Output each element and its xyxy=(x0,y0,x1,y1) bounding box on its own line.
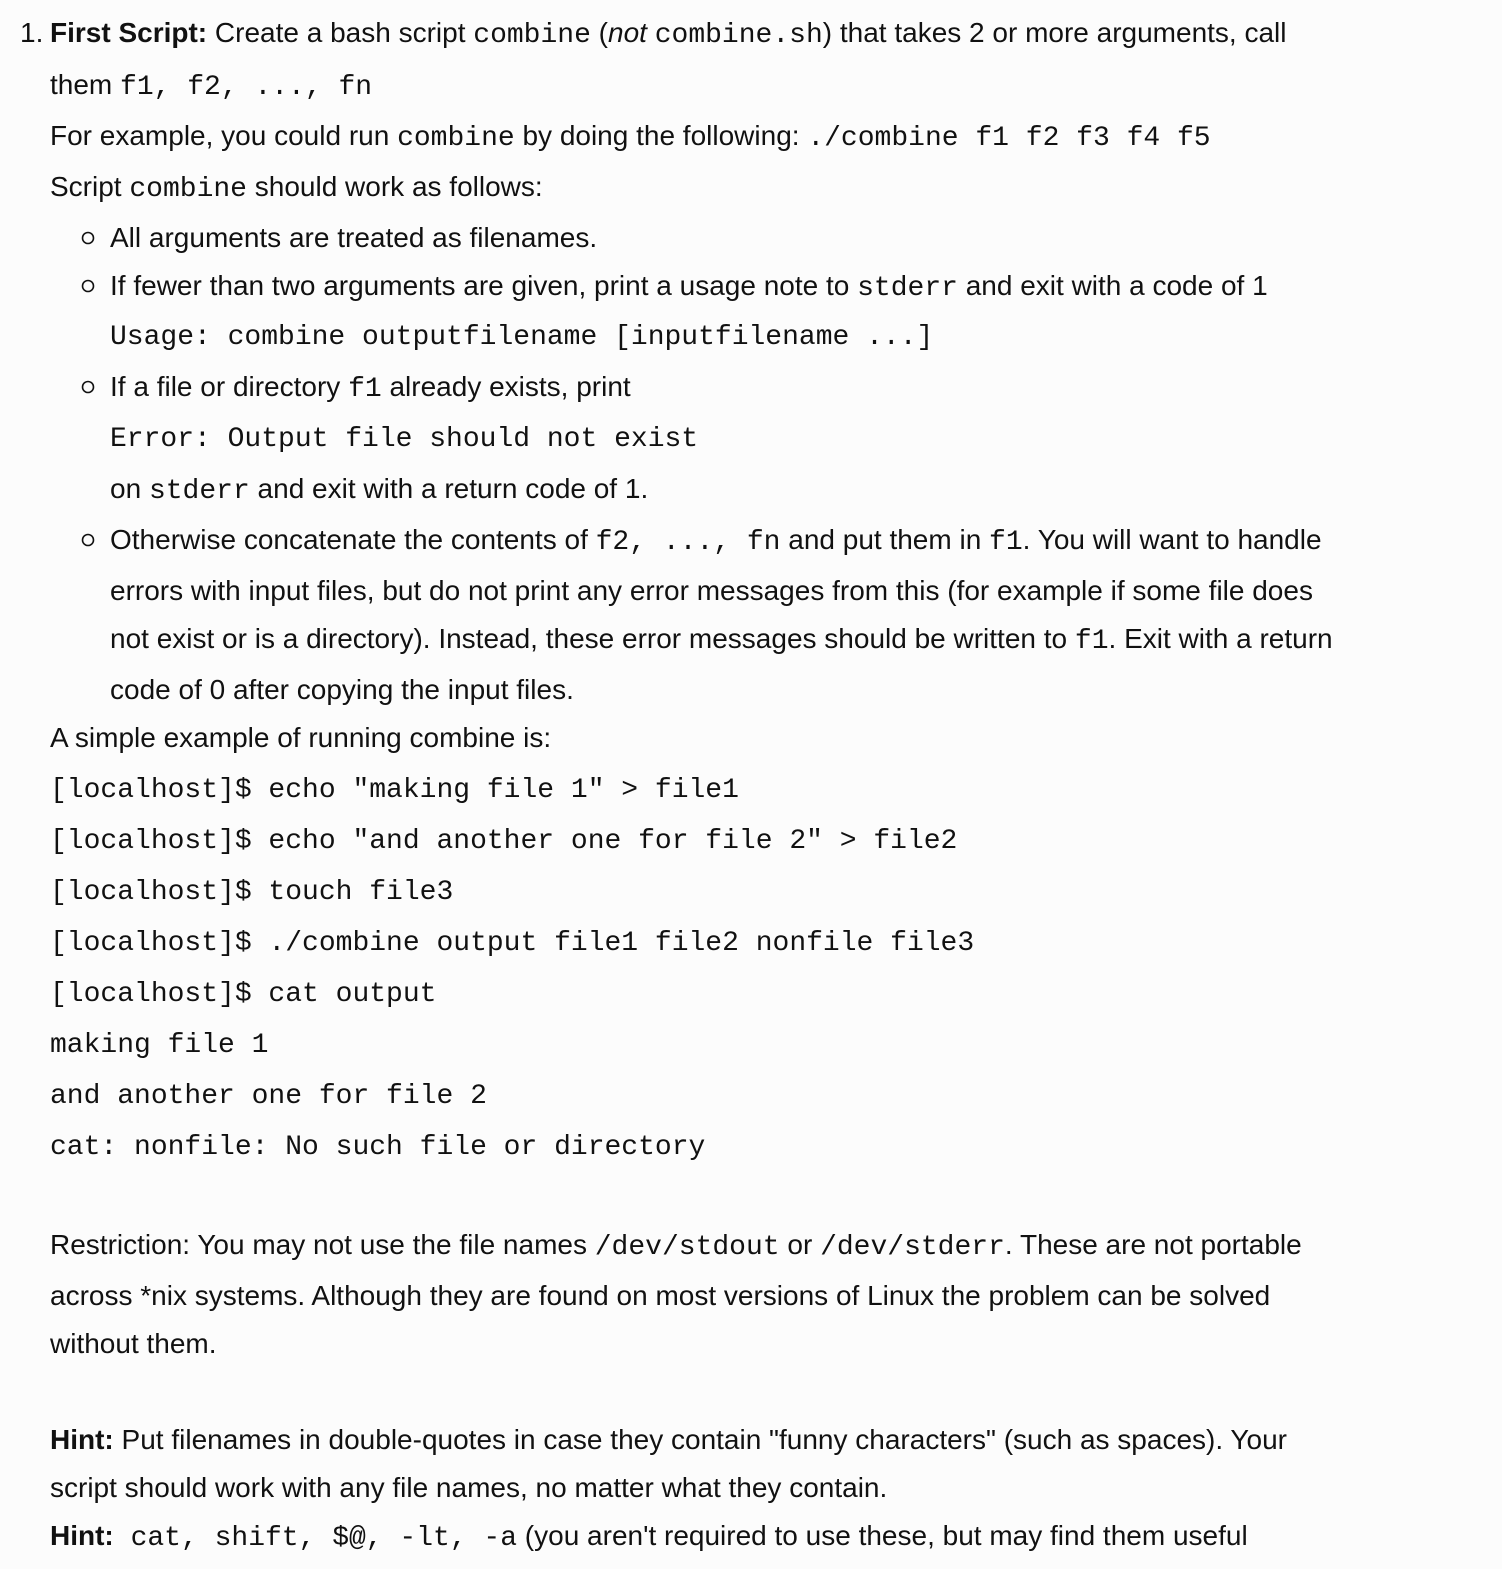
heading-text: ( xyxy=(590,17,608,48)
code-command: ./combine f1 f2 f3 f4 f5 xyxy=(807,123,1211,154)
terminal-line: [localhost]$ echo "and another one for file 2" > file2 xyxy=(50,826,958,857)
output-line: making file 1 xyxy=(50,1030,269,1061)
output-line: cat: nonfile: No such file or directory xyxy=(50,1132,706,1163)
bullet-4-line-3 xyxy=(110,621,1333,660)
line-example-run xyxy=(50,118,1211,157)
text: Script xyxy=(50,171,130,202)
heading-text xyxy=(647,17,655,48)
text: For example, you could run xyxy=(50,120,398,151)
code-dev-stdout: /dev/stdout xyxy=(594,1232,780,1263)
code-args: f2, ..., fn xyxy=(595,527,781,558)
text: . Exit with a return xyxy=(1108,623,1333,654)
code-stderr: stderr xyxy=(857,273,958,304)
text: and put them in xyxy=(780,524,990,555)
terminal-line: [localhost]$ echo "making file 1" > file1 xyxy=(50,775,739,806)
code-stderr: stderr xyxy=(148,476,250,507)
text: and exit with a return code of 1. xyxy=(249,473,649,504)
hint-1-line-1 xyxy=(50,1422,1287,1458)
code-combine-sh: combine.sh xyxy=(654,20,823,51)
heading-emphasis: not xyxy=(608,17,647,48)
text: and exit with a code of 1 xyxy=(957,270,1268,301)
terminal-line: [localhost]$ cat output xyxy=(50,979,437,1010)
bullet-4-line-4: code of 0 after copying the input files. xyxy=(110,674,574,705)
heading-text: ) that takes 2 or more arguments, call xyxy=(822,17,1287,48)
text: by doing the following: xyxy=(514,120,808,151)
text: Put filenames in double-quotes in case they contain "funny characters" (such as spaces). Your xyxy=(113,1424,1287,1455)
code-hint-commands: cat, shift, $@, -lt, -a xyxy=(113,1523,518,1554)
bullet-3 xyxy=(110,369,631,408)
example-intro: A simple example of running combine is: xyxy=(50,722,552,753)
item-number: 1. xyxy=(20,17,44,48)
output-line: and another one for file 2 xyxy=(50,1081,487,1112)
hint-label: Hint: xyxy=(50,1520,114,1551)
hint-1-line-2: script should work with any file names, no matter what they contain. xyxy=(50,1472,888,1503)
code-combine: combine xyxy=(473,20,591,51)
line-script-works xyxy=(50,169,543,208)
code-args: f1, f2, ..., fn xyxy=(120,72,373,103)
hint-label: Hint: xyxy=(50,1424,114,1455)
text: on xyxy=(110,473,149,504)
bullet-circle-icon xyxy=(80,278,96,294)
text: . These are not portable xyxy=(1004,1229,1302,1260)
bullet-1: All arguments are treated as filenames. xyxy=(110,222,598,253)
usage-note: Usage: combine outputfilename [inputfilename ...] xyxy=(110,322,934,353)
heading-label: First Script: xyxy=(50,17,208,48)
restriction-line-1 xyxy=(50,1227,1302,1266)
terminal-line: [localhost]$ touch file3 xyxy=(50,877,454,908)
code-f1: f1 xyxy=(989,527,1023,558)
code-f1: f1 xyxy=(1074,626,1109,657)
text: Restriction: You may not use the file names xyxy=(50,1229,595,1260)
text: not exist or is a directory). Instead, these error messages should be written to xyxy=(110,623,1075,654)
bullet-4-line-1 xyxy=(110,522,1322,561)
restriction-line-3: without them. xyxy=(50,1328,217,1359)
terminal-line: [localhost]$ ./combine output file1 file2 nonfile file3 xyxy=(50,928,975,959)
line-args xyxy=(50,67,372,106)
hint-2-line-1 xyxy=(50,1518,1248,1557)
text: . You will want to handle xyxy=(1022,524,1322,555)
bullet-3-tail xyxy=(110,471,648,510)
code-combine: combine xyxy=(397,123,515,154)
restriction-line-2: across *nix systems. Although they are found on most versions of Linux the problem can be solved xyxy=(50,1280,1271,1311)
text: or xyxy=(779,1229,821,1260)
heading-line xyxy=(50,15,1287,54)
text: Otherwise concatenate the contents of xyxy=(110,524,596,555)
heading-text: Create a bash script xyxy=(207,17,474,48)
code-dev-stderr: /dev/stderr xyxy=(820,1232,1005,1263)
bullet-4-line-2: errors with input files, but do not print any error messages from this (for example if some file does xyxy=(110,575,1313,606)
bullet-2 xyxy=(110,268,1268,307)
text: them xyxy=(50,69,121,100)
text: If a file or directory xyxy=(110,371,349,402)
text: If fewer than two arguments are given, print a usage note to xyxy=(110,270,858,301)
bullet-circle-icon xyxy=(80,379,96,395)
error-message: Error: Output file should not exist xyxy=(110,424,699,455)
text: should work as follows: xyxy=(246,171,543,202)
text: already exists, print xyxy=(381,371,631,402)
code-f1: f1 xyxy=(348,374,382,405)
text: (you aren't required to use these, but may find them useful xyxy=(517,1520,1248,1551)
bullet-circle-icon xyxy=(80,230,96,246)
code-combine: combine xyxy=(129,174,247,205)
bullet-circle-icon xyxy=(80,532,96,548)
